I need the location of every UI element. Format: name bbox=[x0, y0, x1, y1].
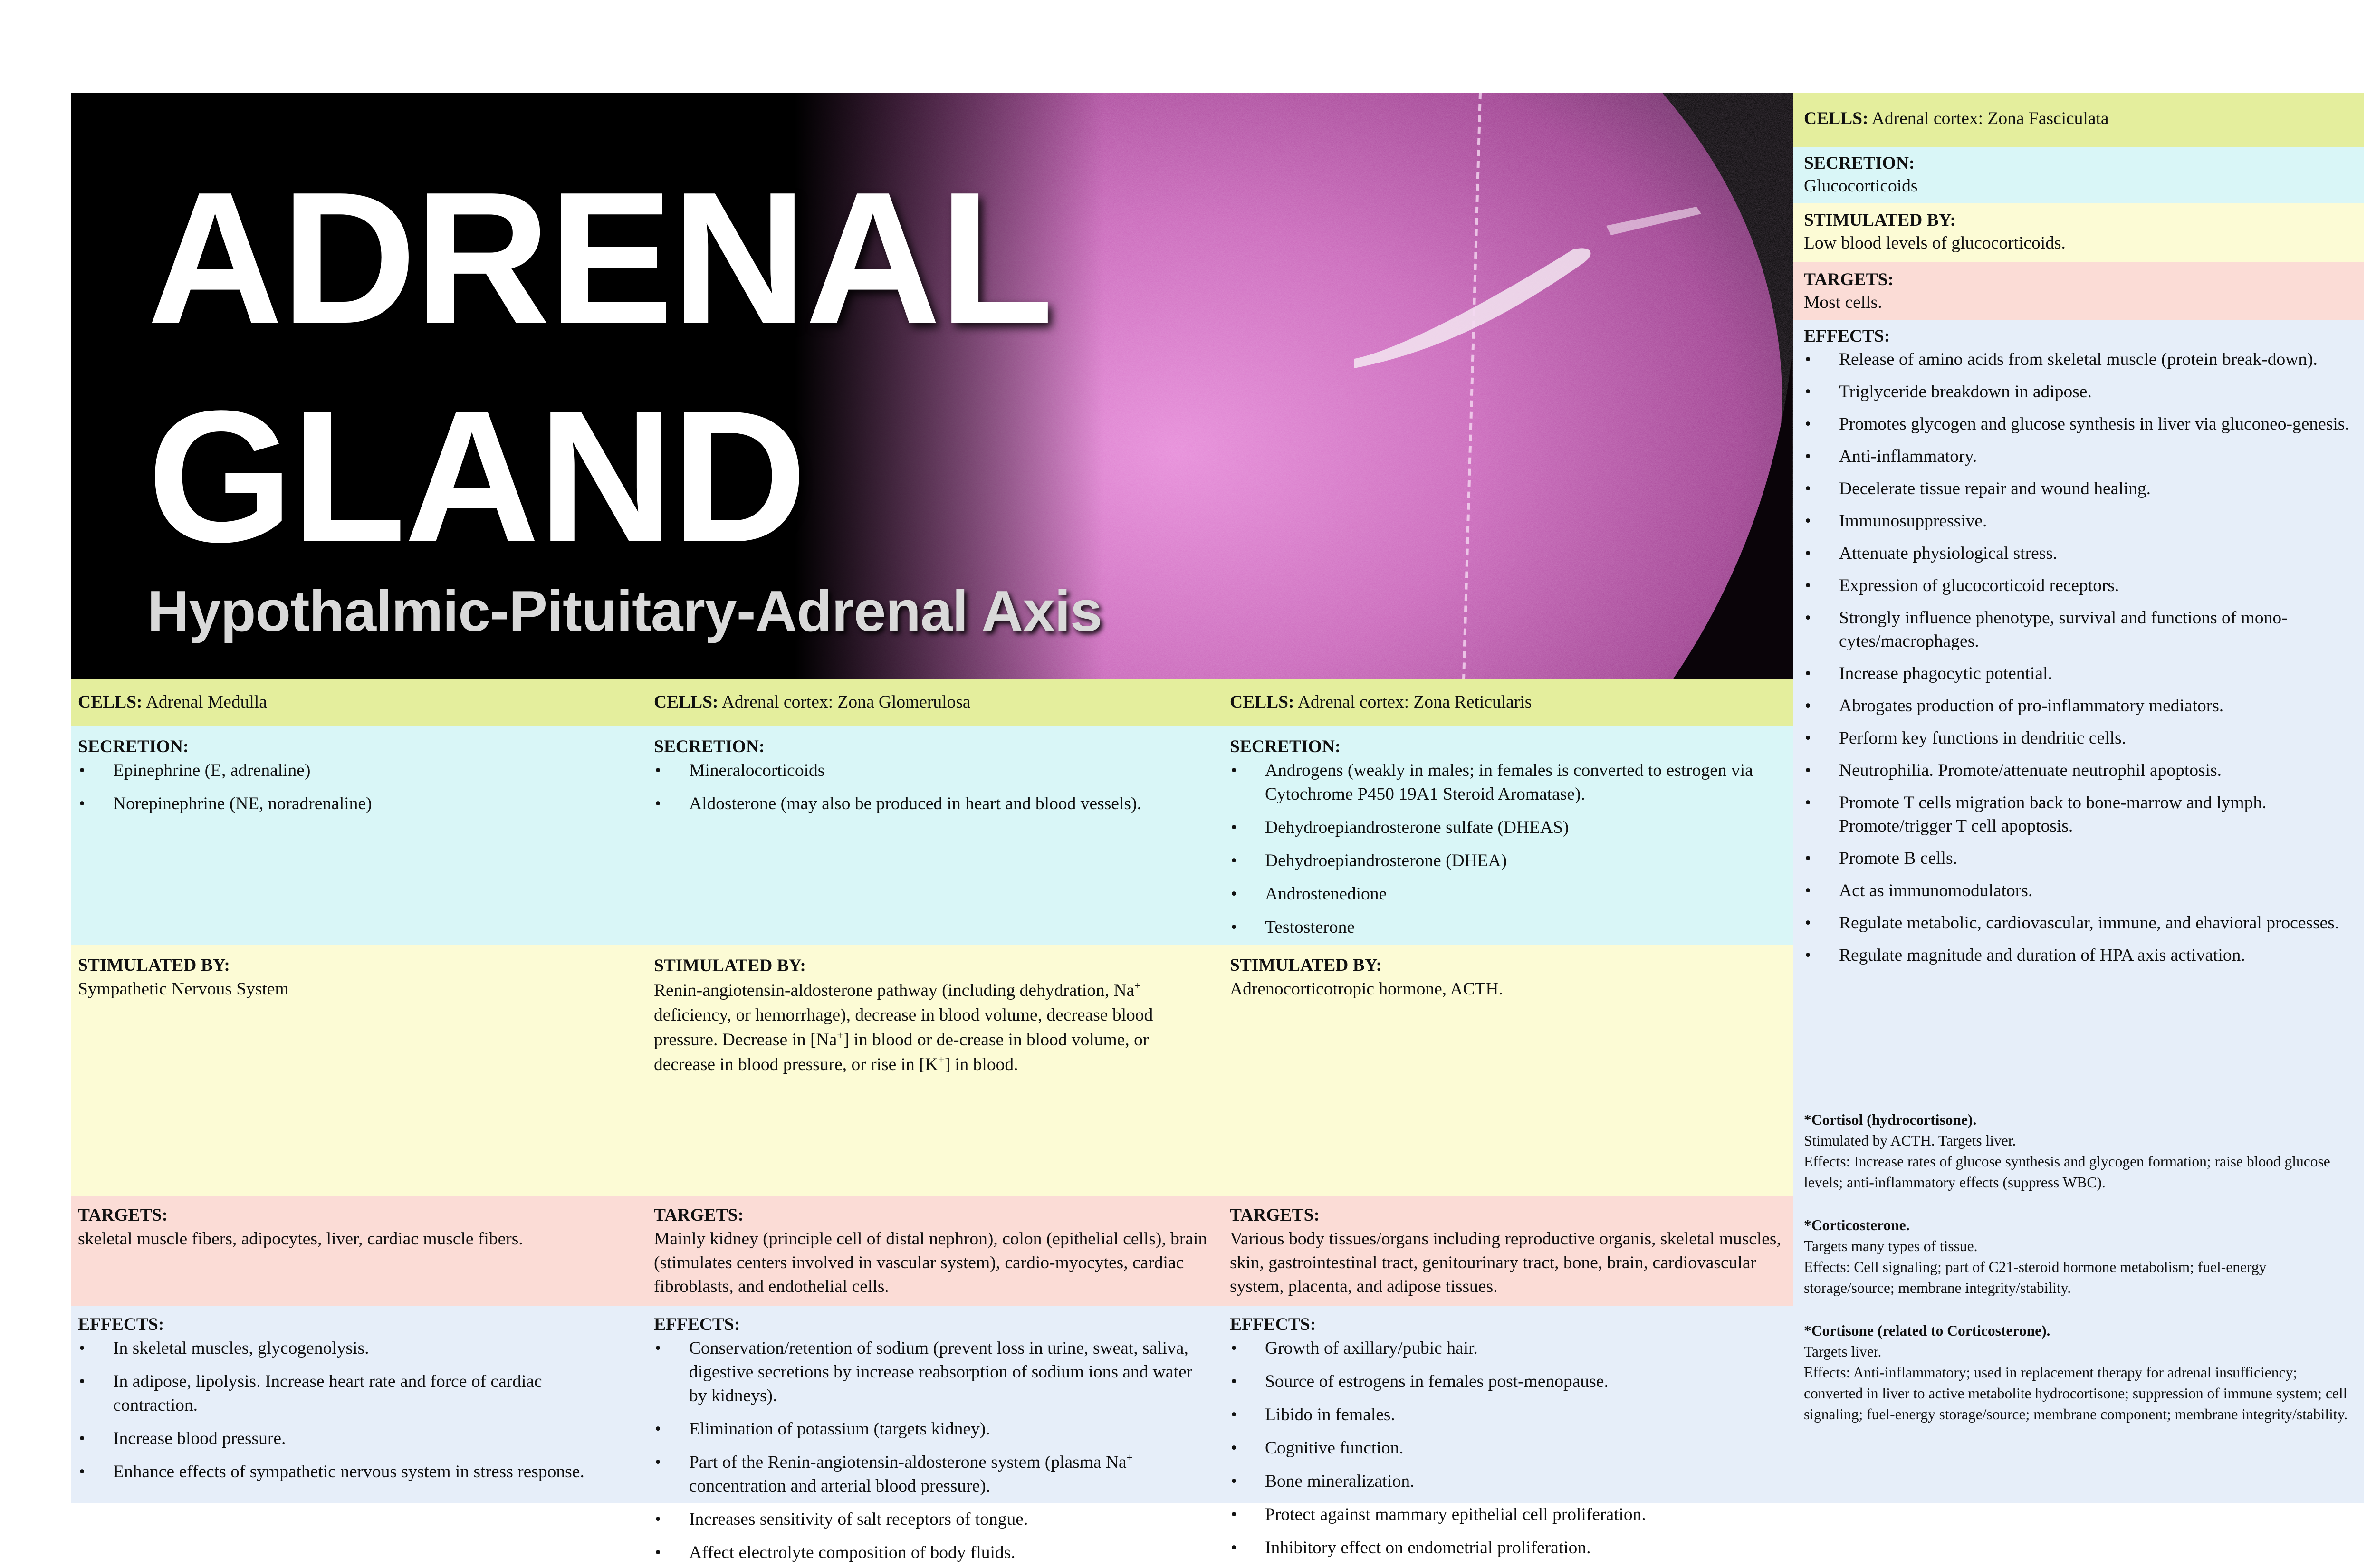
targets-value: Most cells. bbox=[1804, 293, 1882, 312]
stimulated-medulla bbox=[78, 954, 642, 1001]
note-title: *Cortisol (hydrocortisone). bbox=[1804, 1111, 1977, 1128]
superscript: + bbox=[938, 1054, 945, 1067]
stimulated-value: Adrenocorticotropic hormone, ACTH. bbox=[1230, 979, 1503, 999]
targets-label: TARGETS: bbox=[654, 1205, 744, 1225]
secretion-medulla bbox=[78, 735, 642, 825]
list-item: • Abrogates production of pro-inflammatory mediators. bbox=[1804, 694, 2355, 717]
targets-label: TARGETS: bbox=[1230, 1205, 1320, 1225]
effects-label: EFFECTS: bbox=[654, 1315, 740, 1334]
fasciculata-panel bbox=[1793, 93, 2364, 1503]
list-item: • Aldosterone (may also be produced in heart and blood vessels). bbox=[654, 792, 1217, 816]
cells-value: Adrenal cortex: Zona Fasciculata bbox=[1871, 109, 2109, 128]
targets-label: TARGETS: bbox=[1804, 270, 1894, 289]
list-item: • Promotes glycogen and glucose synthesis in liver via gluconeo-genesis. bbox=[1804, 412, 2355, 436]
stimulated-value: Sympathetic Nervous System bbox=[78, 979, 289, 999]
cells-medulla bbox=[78, 690, 642, 714]
text-run: concentration and arterial blood pressure). bbox=[689, 1476, 991, 1496]
poster bbox=[71, 93, 2364, 1562]
targets-label: TARGETS: bbox=[78, 1205, 168, 1225]
text-run: Renin-angiotensin-aldosterone pathway (including dehydration, Na bbox=[654, 981, 1135, 1000]
list-item: • Strongly influence phenotype, survival and functions of mono-cytes/macrophages. bbox=[1804, 606, 2355, 653]
fasciculata-targets bbox=[1804, 268, 2355, 314]
list-item: • Regulate metabolic, cardiovascular, immune, and ehavioral processes. bbox=[1804, 911, 2355, 935]
list-item: • Growth of axillary/pubic hair. bbox=[1230, 1337, 1793, 1360]
list-item: • Elimination of potassium (targets kidney). bbox=[654, 1417, 1196, 1441]
stimulated-label: STIMULATED BY: bbox=[1804, 210, 1956, 230]
list-item: • Release of amino acids from skeletal muscle (protein break-down). bbox=[1804, 348, 2355, 371]
secretion-label: SECRETION: bbox=[1804, 153, 1915, 173]
list-item: • Protect against mammary epithelial cell proliferation. bbox=[1230, 1503, 1793, 1527]
list-item: • Cognitive function. bbox=[1230, 1436, 1793, 1460]
list-item: • Libido in females. bbox=[1230, 1403, 1793, 1427]
list-item: • Enhance effects of sympathetic nervous system in stress response. bbox=[78, 1460, 615, 1484]
fasciculata-stimulated bbox=[1804, 209, 2355, 255]
cells-value: Adrenal Medulla bbox=[145, 692, 267, 712]
stimulated-value bbox=[654, 978, 1205, 1077]
list-item: • In adipose, lipolysis. Increase heart rate and force of cardiac contraction. bbox=[78, 1370, 615, 1417]
cells-label: CELLS: bbox=[78, 692, 143, 712]
cells-value: Adrenal cortex: Zona Reticularis bbox=[1297, 692, 1532, 712]
fasciculata-cells bbox=[1804, 107, 2355, 131]
note-title: *Cortisone (related to Corticosterone). bbox=[1804, 1322, 2050, 1339]
list-item: • Source of estrogens in females post-menopause. bbox=[1230, 1370, 1793, 1394]
note-line: Stimulated by ACTH. Targets liver. bbox=[1804, 1132, 2016, 1149]
text-run: deficiency, or hemorrhage), decrease in blood volume, decrease blood pressure. Decrease in [Na bbox=[654, 1005, 1153, 1050]
list-item: • Androstenedione bbox=[1230, 882, 1793, 906]
list-item: • Increase blood pressure. bbox=[78, 1427, 615, 1451]
list-item: • Testosterone bbox=[1230, 916, 1793, 939]
cells-label: CELLS: bbox=[654, 692, 719, 712]
list-item: • Act as immunomodulators. bbox=[1804, 879, 2355, 902]
fasciculata-secretion bbox=[1804, 152, 2355, 198]
stimulated-label: STIMULATED BY: bbox=[1230, 956, 1382, 975]
text-run: ] in blood or de-crease in blood volume, or decrease in blood pressure, or rise in [K bbox=[654, 1030, 1149, 1074]
note-cortisol bbox=[1804, 1109, 2357, 1193]
note-line: Effects: Increase rates of glucose synthesis and glycogen formation; raise blood glucose levels; anti-inflammatory effects (suppress WBC). bbox=[1804, 1153, 2330, 1191]
stimulated-label: STIMULATED BY: bbox=[78, 956, 230, 975]
list-item bbox=[654, 1451, 1196, 1498]
list-item: • Bone mineralization. bbox=[1230, 1470, 1793, 1493]
targets-value: Various body tissues/organs including reproductive organis, skeletal muscles, skin, gastrointestinal tract, genitourinary tract, bone, brain, cardiovascular system, placenta, and adipose tissues. bbox=[1230, 1229, 1781, 1296]
list-item: • Triglyceride breakdown in adipose. bbox=[1804, 380, 2355, 403]
list-item: • Androgens (weakly in males; in females is converted to estrogen via Cytochrome P450 19A1 Steroid Aromatase). bbox=[1230, 759, 1793, 806]
list-item: • Conservation/retention of sodium (prevent loss in urine, sweat, saliva, digestive secretions by increase reabsorption of sodium ions and water by kidneys). bbox=[654, 1337, 1196, 1408]
list-item: • Dehydroepiandrosterone sulfate (DHEAS) bbox=[1230, 816, 1793, 840]
secretion-label: SECRETION: bbox=[1230, 737, 1341, 756]
cells-label: CELLS: bbox=[1804, 109, 1868, 128]
text-run: ] in blood. bbox=[944, 1055, 1018, 1074]
list-item: • Mineralocorticoids bbox=[654, 759, 1217, 783]
targets-value: Mainly kidney (principle cell of distal nephron), colon (epithelial cells), brain (stimulates centers involved in vascular system), cardio-myocytes, cardiac fibroblasts, and endothelial cells. bbox=[654, 1229, 1207, 1296]
note-corticosterone bbox=[1804, 1215, 2357, 1299]
hormone-notes bbox=[1804, 1109, 2357, 1447]
list-item: • Affect electrolyte composition of body fluids. bbox=[654, 1541, 1196, 1565]
secretion-reticularis bbox=[1230, 735, 1793, 949]
note-line: Effects: Cell signaling; part of C21-steroid hormone metabolism; fuel-energy storage/source; membrane integrity/stability. bbox=[1804, 1259, 2267, 1296]
secretion-label: SECRETION: bbox=[654, 737, 765, 756]
list-item: • Promote T cells migration back to bone-marrow and lymph. Promote/trigger T cell apoptosis. bbox=[1804, 791, 2355, 838]
list-item: • Increase phagocytic potential. bbox=[1804, 662, 2355, 685]
list-item: • Expression of glucocorticoid receptors. bbox=[1804, 574, 2355, 597]
list-item: • Anti-inflammatory. bbox=[1804, 445, 2355, 468]
poster-subtitle: Hypothalmic-Pituitary-Adrenal Axis bbox=[147, 579, 1102, 643]
targets-value: skeletal muscle fibers, adipocytes, liver, cardiac muscle fibers. bbox=[78, 1229, 523, 1249]
stimulated-reticularis bbox=[1230, 954, 1793, 1001]
list-item: • Inhibitory effect on endometrial proliferation. bbox=[1230, 1536, 1793, 1560]
effects-label: EFFECTS: bbox=[1230, 1315, 1316, 1334]
cells-glomerulosa bbox=[654, 690, 1217, 714]
stimulated-value: Low blood levels of glucocorticoids. bbox=[1804, 233, 2066, 253]
cells-value: Adrenal cortex: Zona Glomerulosa bbox=[721, 692, 971, 712]
list-item: • Promote B cells. bbox=[1804, 847, 2355, 870]
superscript: + bbox=[1126, 1452, 1133, 1464]
stimulated-label: STIMULATED BY: bbox=[654, 956, 806, 975]
note-line: Targets liver. bbox=[1804, 1343, 1882, 1360]
secretion-label: SECRETION: bbox=[78, 737, 189, 756]
hero-banner bbox=[71, 93, 1793, 679]
stimulated-glomerulosa bbox=[654, 954, 1205, 1077]
effects-reticularis bbox=[1230, 1313, 1793, 1568]
targets-reticularis bbox=[1230, 1204, 1786, 1299]
note-cortisone bbox=[1804, 1320, 2357, 1425]
list-item: • Dehydroepiandrosterone (DHEA) bbox=[1230, 849, 1793, 873]
poster-title-line-2: GLAND bbox=[147, 371, 805, 581]
list-item: • Epinephrine (E, adrenaline) bbox=[78, 759, 642, 783]
effects-label: EFFECTS: bbox=[78, 1315, 164, 1334]
superscript: + bbox=[1134, 980, 1141, 993]
fasciculata-effects bbox=[1804, 325, 2355, 976]
note-title: *Corticosterone. bbox=[1804, 1217, 1910, 1233]
secretion-value: Glucocorticoids bbox=[1804, 176, 1918, 196]
effects-medulla bbox=[78, 1313, 615, 1493]
note-line: Effects: Anti-inflammatory; used in replacement therapy for adrenal insufficiency; converted in liver to active metabolite hydrocortisone; suppression of immune system; cell signaling; fuel-energy storage/source; membrane component; membrane integrity/stability. bbox=[1804, 1364, 2348, 1423]
list-item: • Norepinephrine (NE, noradrenaline) bbox=[78, 792, 642, 816]
effects-glomerulosa bbox=[654, 1313, 1196, 1568]
list-item: • In skeletal muscles, glycogenolysis. bbox=[78, 1337, 615, 1360]
text-run: Part of the Renin-angiotensin-aldosterone system (plasma Na bbox=[689, 1453, 1127, 1472]
list-item: • Increases sensitivity of salt receptors of tongue. bbox=[654, 1508, 1196, 1531]
list-item: • Decelerate tissue repair and wound healing. bbox=[1804, 477, 2355, 500]
note-line: Targets many types of tissue. bbox=[1804, 1238, 1978, 1254]
secretion-glomerulosa bbox=[654, 735, 1217, 825]
effects-label: EFFECTS: bbox=[1804, 326, 1890, 346]
targets-medulla bbox=[78, 1204, 642, 1251]
poster-title-line-1: ADRENAL bbox=[147, 153, 1052, 363]
cells-label: CELLS: bbox=[1230, 692, 1294, 712]
list-item: • Perform key functions in dendritic cells. bbox=[1804, 727, 2355, 750]
list-item: • Immunosuppressive. bbox=[1804, 509, 2355, 533]
cells-reticularis bbox=[1230, 690, 1793, 714]
targets-glomerulosa bbox=[654, 1204, 1210, 1299]
list-item: • Attenuate physiological stress. bbox=[1804, 542, 2355, 565]
superscript: + bbox=[837, 1029, 843, 1042]
list-item: • Regulate magnitude and duration of HPA axis activation. bbox=[1804, 944, 2355, 967]
list-item: • Neutrophilia. Promote/attenuate neutrophil apoptosis. bbox=[1804, 759, 2355, 782]
